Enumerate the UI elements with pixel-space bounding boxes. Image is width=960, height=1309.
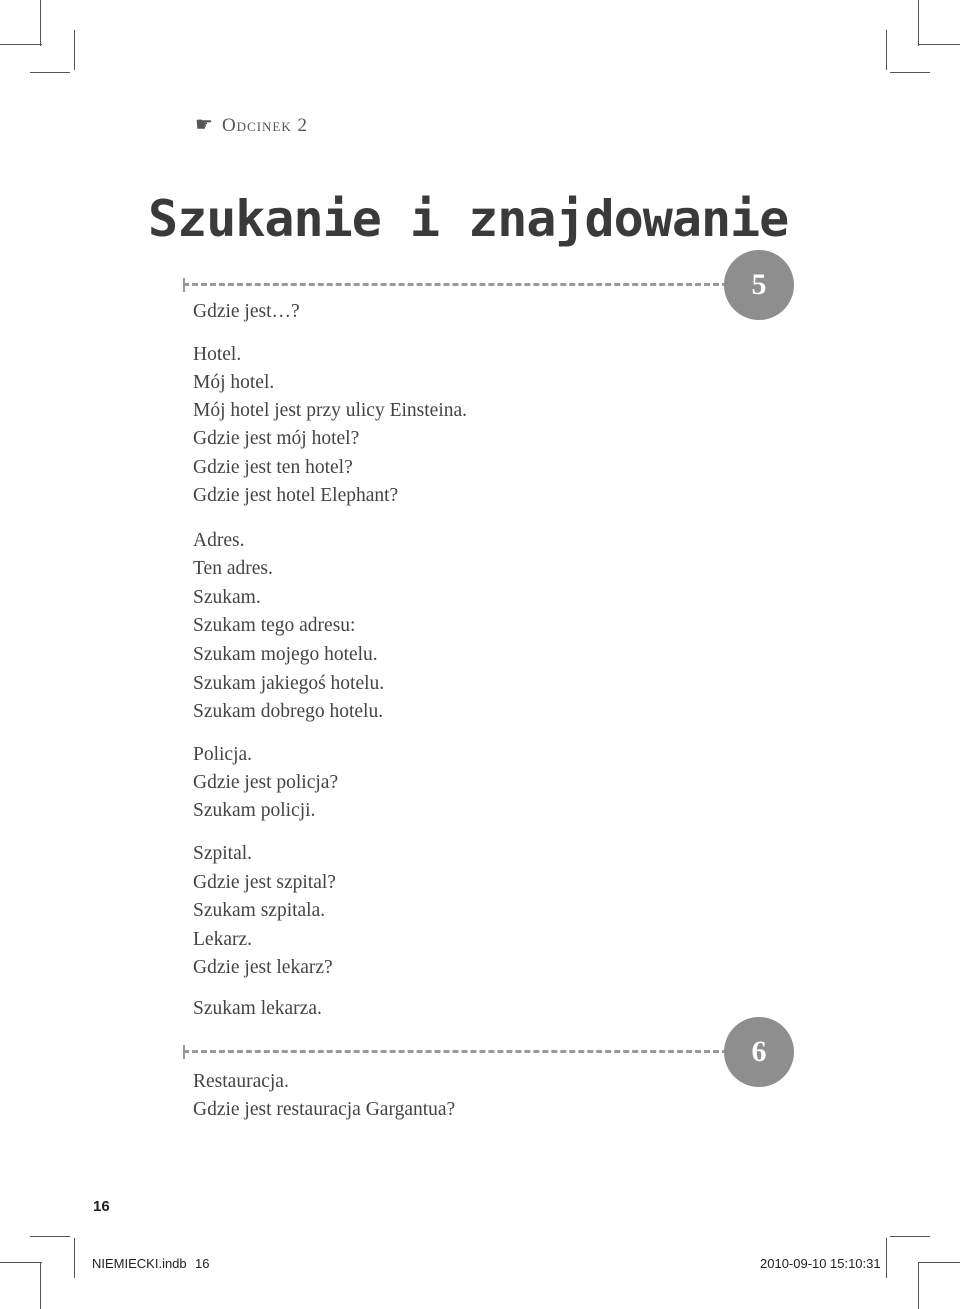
episode-text: Odcinek 2 [221, 115, 309, 136]
crop-mark [0, 44, 42, 45]
slug-file-name: NIEMIECKI.indb [92, 1256, 187, 1271]
text-line: Szukam dobrego hotelu. [193, 701, 384, 722]
crop-mark [918, 1262, 919, 1309]
episode-label [195, 112, 308, 137]
text-line: Restauracja. [193, 1071, 289, 1092]
text-line: Gdzie jest szpital? [193, 872, 336, 893]
section-divider [183, 1050, 728, 1053]
text-line: Policja. [193, 744, 253, 765]
crop-mark [890, 1236, 930, 1237]
text-line: Ten adres. [193, 558, 273, 579]
crop-mark [0, 1262, 42, 1263]
text-line: Gdzie jest lekarz? [193, 957, 333, 978]
text-line: Hotel. [193, 344, 242, 365]
section-divider [183, 283, 728, 286]
text-line: Lekarz. [193, 929, 252, 950]
crop-mark [886, 30, 887, 70]
text-line: Gdzie jest restauracja Gargantua? [193, 1099, 456, 1120]
crop-mark [40, 0, 41, 46]
crop-mark [918, 0, 919, 46]
text-line: Szukam lekarza. [193, 998, 322, 1019]
slug-time: 15:10:31 [830, 1256, 881, 1271]
crop-mark [886, 1238, 887, 1278]
slug-file-page: 16 [195, 1256, 210, 1271]
text-line: Gdzie jest hotel Elephant? [193, 485, 399, 506]
crop-mark [30, 72, 70, 73]
text-line: Szukam jakiegoś hotelu. [193, 673, 385, 694]
track-badge-6: 6 [724, 1017, 794, 1087]
crop-mark [890, 72, 930, 73]
slug-date: 2010-09-10 [760, 1256, 827, 1271]
text-line: Szukam tego adresu: [193, 615, 356, 636]
text-line: Gdzie jest ten hotel? [193, 457, 353, 478]
pointing-hand-icon: ☛ [195, 114, 214, 136]
text-line: Szukam. [193, 587, 261, 608]
crop-mark [30, 1236, 70, 1237]
text-line: Mój hotel jest przy ulicy Einsteina. [193, 400, 468, 421]
text-line: Szukam szpitala. [193, 900, 326, 921]
text-line: Mój hotel. [193, 372, 275, 393]
text-line: Szukam policji. [193, 800, 316, 821]
track-badge-5: 5 [724, 250, 794, 320]
text-line: Szukam mojego hotelu. [193, 644, 378, 665]
crop-mark [40, 1262, 41, 1309]
text-line: Szpital. [193, 843, 253, 864]
crop-mark [74, 30, 75, 70]
text-line: Gdzie jest…? [193, 301, 300, 322]
page-title: Szukanie i znajdowanie [148, 190, 789, 248]
text-line: Gdzie jest policja? [193, 772, 339, 793]
page-number: 16 [93, 1198, 110, 1215]
crop-mark [74, 1238, 75, 1278]
crop-mark [918, 44, 960, 45]
text-line: Gdzie jest mój hotel? [193, 428, 360, 449]
text-line: Adres. [193, 530, 245, 551]
crop-mark [918, 1262, 960, 1263]
